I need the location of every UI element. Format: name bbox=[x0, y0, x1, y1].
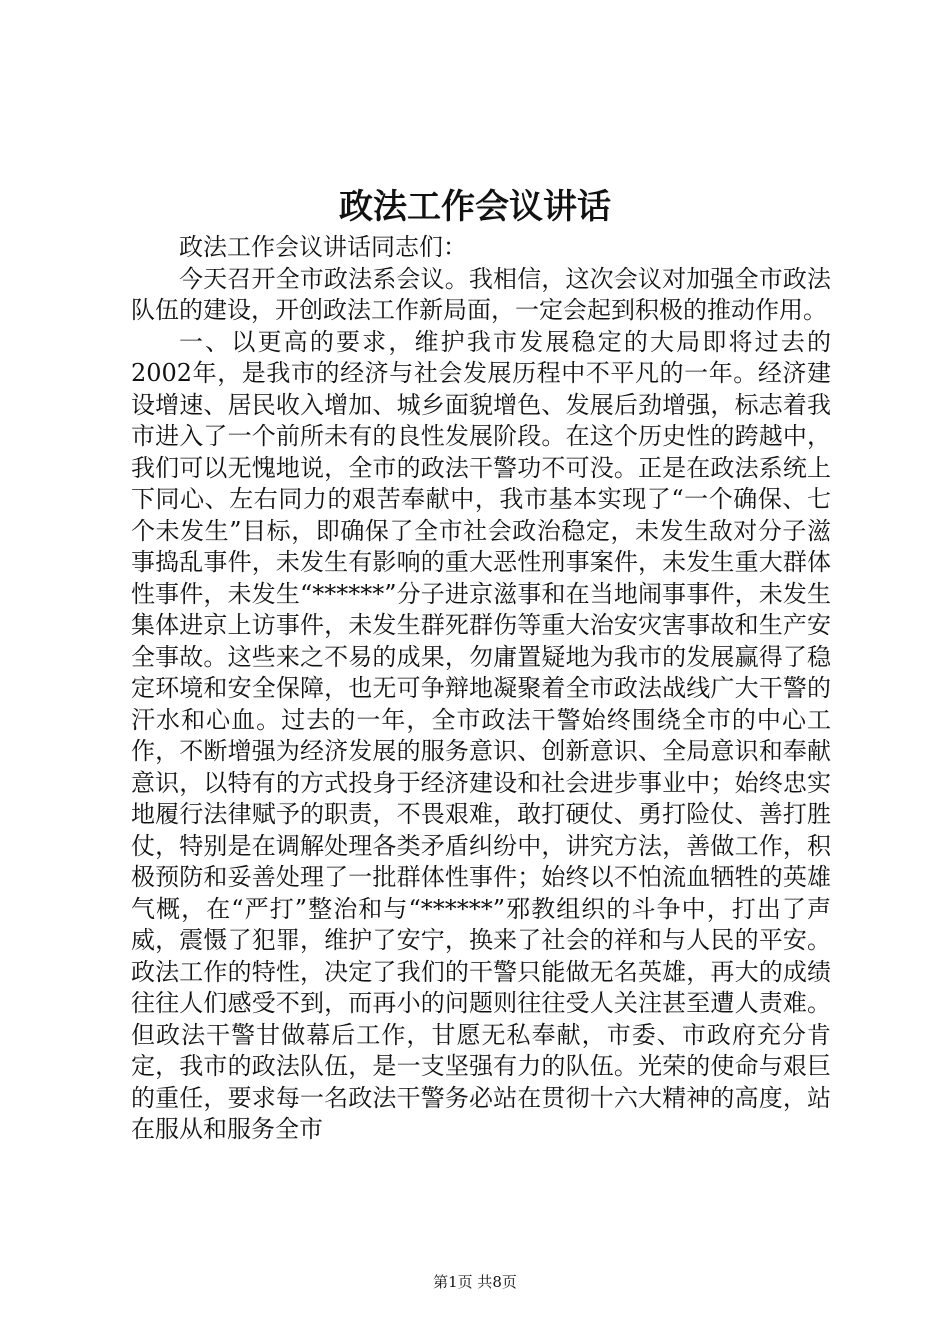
page-number: 第1页 共8页 bbox=[433, 1273, 517, 1291]
document-title: 政法工作会议讲话 bbox=[339, 187, 611, 227]
paragraph-salutation: 政法工作会议讲话同志们： bbox=[179, 233, 467, 261]
paragraph-section-one: 一、以更高的要求，维护我市发展稳定的大局即将过去的2002年，是我市的经济与社会发展历程中不平凡的一年。经济建设增速、居民收入增加、城乡面貌增色、发展后劲增强，标志着我市进入了一个前所未有的良性发展阶段。在这个历史性的跨越中，我们可以无愧地说，全市的政法干警功不可没。正是在政法系统上下同心、左右同力的艰苦奉献中，我市基本实现了“一个确保、七个未发生”目标，即确保了全市社会政治稳定，未发生敌对分子滋事捣乱事件，未发生有影响的重大恶性刑事案件，未发生重大群体性事件，未发生“******”分子进京滋事和在当地闹事事件，未发生集体进京上访事件，未发生群死群伤等重大治安灾害事故和生产安全事故。这些来之不易的成果，勿庸置疑地为我市的发展赢得了稳定环境和安全保障，也无可争辩地凝聚着全市政法战线广大干警的汗水和心血。过去的一年，全市政法干警始终围绕全市的中心工作，不断增强为经济发展的服务意识、创新意识、全局意识和奉献意识，以特有的方式投身于经济建设和社会进步事业中；始终忠实地履行法律赋予的职责，不畏艰难，敢打硬仗、勇打险仗、善打胜仗，特别是在调解处理各类矛盾纠纷中，讲究方法，善做工作，积极预防和妥善处理了一批群体性事件；始终以不怕流血牺牲的英雄气概，在“严打”整治和与“******”邪教组织的斗争中，打出了声威，震慑了犯罪，维护了安宁，换来了社会的祥和与人民的平安。政法工作的特性，决定了我们的干警只能做无名英雄，再大的成绩往往人们感受不到，而再小的问题则往往受人关注甚至遭人责难。但政法干警甘做幕后工作，甘愿无私奉献，市委、市政府充分肯定，我市的政法队伍，是一支坚强有力的队伍。光荣的使命与艰巨的重任，要求每一名政法干警务必站在贯彻十六大精神的高度，站在服从和服务全市 bbox=[131, 327, 831, 1143]
paragraph-opening: 今天召开全市政法系会议。我相信，这次会议对加强全市政法队伍的建设，开创政法工作新局面，一定会起到积极的推动作用。 bbox=[131, 264, 831, 324]
document-body bbox=[131, 232, 831, 1146]
